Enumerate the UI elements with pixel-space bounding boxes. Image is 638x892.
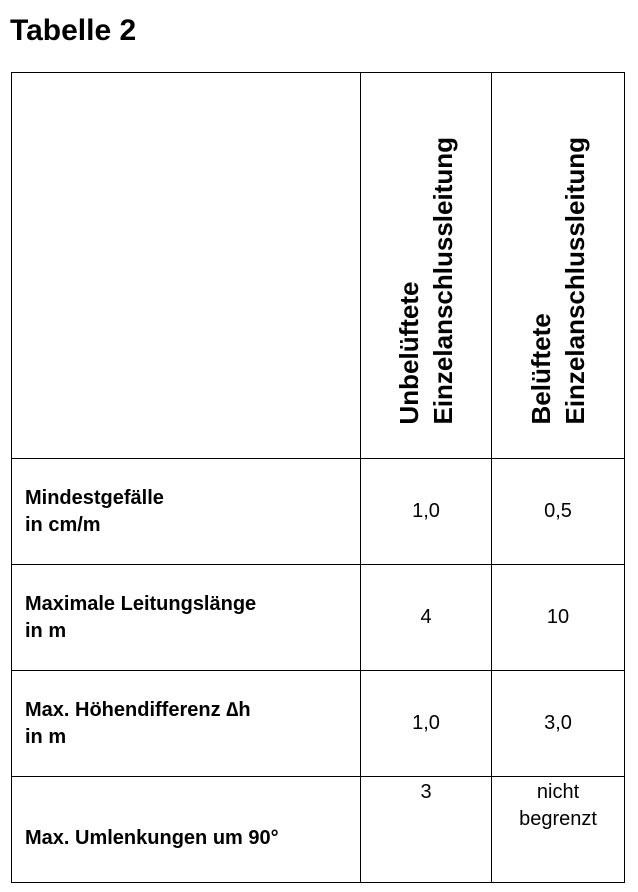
table-cell: 1,0 (361, 459, 492, 565)
table-row (12, 671, 625, 777)
table-cell: 3 (361, 777, 492, 883)
header-cell-unbelueftete (361, 73, 492, 459)
table-cell: 1,0 (361, 671, 492, 777)
page-title: Tabelle 2 (10, 14, 137, 47)
table-row (12, 565, 625, 671)
table-cell: 0,5 (492, 459, 625, 565)
table-cell: 10 (492, 565, 625, 671)
header-empty-cell (12, 73, 361, 459)
row-label-umlenkungen: Max. Umlenkungen um 90° (12, 777, 361, 883)
column-header-unbelueftete: Unbelüftete Einzelanschlussleitung (394, 137, 458, 425)
table-row (12, 459, 625, 565)
header-cell-belueftete (492, 73, 625, 459)
column-header-belueftete: Belüftete Einzelanschlussleitung (526, 137, 590, 425)
row-label-hoehendifferenz: Max. Höhendifferenz ∆h in m (12, 671, 361, 777)
row-label-mindestgefaelle: Mindestgefälle in cm/m (12, 459, 361, 565)
table-cell: 3,0 (492, 671, 625, 777)
table-cell: 4 (361, 565, 492, 671)
table-cell: nicht begrenzt (492, 777, 625, 883)
data-table (11, 72, 625, 883)
table-header-row (12, 73, 625, 459)
table-row (12, 777, 625, 883)
row-label-leitungslaenge: Maximale Leitungslänge in m (12, 565, 361, 671)
